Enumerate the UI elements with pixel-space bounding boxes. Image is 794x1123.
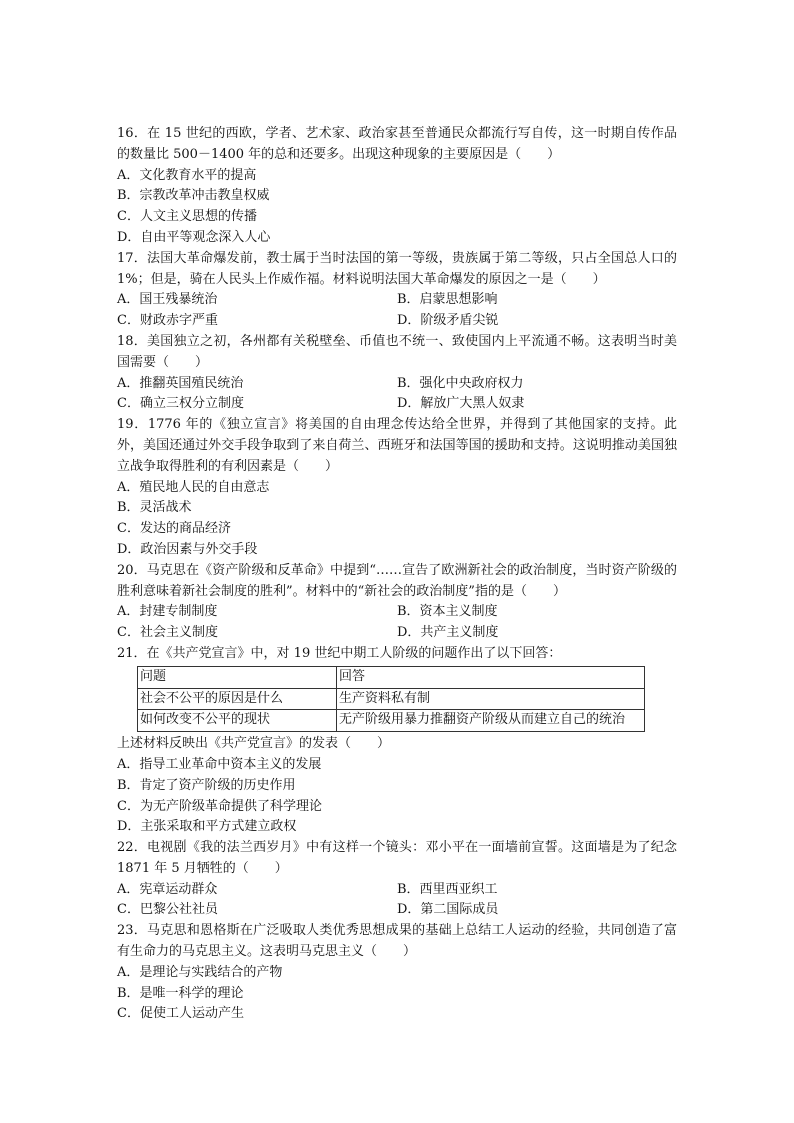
table-header-row [138, 666, 645, 688]
table-cell: 生产资料私有制 [337, 688, 645, 710]
option-a: A．殖民地人民的自由意志 [117, 479, 270, 495]
question-16 [117, 124, 677, 249]
question-19 [117, 415, 677, 561]
option-a: A．封建专制制度 [117, 604, 218, 620]
question-18 [117, 332, 677, 415]
table-header-cell: 问题 [138, 666, 337, 688]
question-stem: 16．在 15 世纪的西欧，学者、艺术家、政治家甚至普通民众都流行写自传，这一时期自传作品的数量比 500－1400 年的总和还要多。出现这种现象的主要原因是（ ） [117, 126, 677, 162]
question-stem: 22．电视剧《我的法兰西岁月》中有这样一个镜头：邓小平在一面墙前宣誓。这面墙是为了纪念 1871 年 5 月牺牲的（ ） [117, 840, 677, 876]
option-d: D．第二国际成员 [397, 902, 499, 918]
question-followup: 上述材料反映出《共产党宣言》的发表（ ） [117, 736, 391, 752]
option-a: A．指导工业革命中资本主义的发展 [117, 756, 322, 772]
option-b: B．启蒙思想影响 [397, 292, 498, 308]
option-d: D．解放广大黑人奴隶 [397, 396, 525, 412]
option-a: A．推翻英国殖民统治 [117, 375, 244, 391]
question-stem: 20．马克思在《资产阶级和反革命》中提到“……宣告了欧洲新社会的政治制度，当时资产阶级的胜利意味着新社会制度的胜利”。材料中的“新社会的政治制度”指的是（ ） [117, 562, 677, 599]
option-row [117, 374, 677, 395]
question-stem: 21．在《共产党宣言》中，对 19 世纪中期工人阶级的问题作出了以下回答： [117, 645, 562, 661]
option-b: B．资本主义制度 [397, 604, 498, 620]
option-c: C．财政赤字严重 [117, 313, 218, 329]
option-row [117, 602, 677, 623]
option-c: C．确立三权分立制度 [117, 396, 244, 412]
option-a: A．宪章运动群众 [117, 881, 218, 897]
option-c: C．促使工人运动产生 [117, 1006, 244, 1022]
option-c: C．巴黎公社社员 [117, 902, 218, 918]
question-22 [117, 838, 677, 921]
question-21 [117, 644, 677, 838]
option-row [117, 623, 677, 644]
table-cell: 无产阶级用暴力推翻资产阶级从而建立自己的统治 [337, 710, 645, 732]
table-row [138, 710, 645, 732]
option-row [117, 394, 677, 415]
option-c: C．发达的商品经济 [117, 521, 231, 537]
option-a: A．是理论与实践结合的产物 [117, 964, 283, 980]
option-b: B．灵活战术 [117, 500, 192, 516]
option-d: D．主张采取和平方式建立政权 [117, 819, 297, 835]
option-d: D．自由平等观念深入人心 [117, 229, 271, 245]
question-stem: 19．1776 年的《独立宣言》将美国的自由理念传达给全世界，并得到了其他国家的支持。此外，美国还通过外交手段争取到了来自荷兰、西班牙和法国等国的援助和支持。这说明推动美国独立战争取得胜利的有利因素是（ ） [117, 417, 677, 474]
table-row [138, 688, 645, 710]
question-stem: 18．美国独立之初，各州都有关税壁垒、币值也不统一、致使国内上平流通不畅。这表明当时美国需要（ ） [117, 333, 677, 370]
table-header-cell: 回答 [337, 666, 645, 688]
option-c: C．人文主义思想的传播 [117, 209, 257, 225]
option-row [117, 290, 677, 311]
option-row [117, 880, 677, 901]
option-d: D．阶级矛盾尖锐 [397, 313, 499, 329]
question-23 [117, 921, 677, 1025]
option-b: B．强化中央政府权力 [397, 375, 524, 391]
option-b: B．西里西亚织工 [397, 881, 498, 897]
question-stem: 17．法国大革命爆发前，教士属于当时法国的第一等级，贵族属于第二等级，只占全国总人口的 1%；但是，骑在人民头上作威作福。材料说明法国大革命爆发的原因之一是（ ） [117, 250, 677, 287]
option-b: B．宗教改革冲击教皇权威 [117, 188, 270, 204]
option-c: C．社会主义制度 [117, 625, 218, 641]
option-c: C．为无产阶级革命提供了科学理论 [117, 798, 322, 814]
option-d: D．共产主义制度 [397, 625, 499, 641]
option-b: B．肯定了资产阶级的历史作用 [117, 777, 296, 793]
option-b: B．是唯一科学的理论 [117, 985, 244, 1001]
option-row [117, 311, 677, 332]
answer-table [137, 666, 645, 732]
question-20 [117, 561, 677, 644]
option-a: A．国王残暴统治 [117, 292, 218, 308]
exam-page [117, 124, 677, 1025]
option-a: A．文化教育水平的提高 [117, 167, 257, 183]
option-d: D．政治因素与外交手段 [117, 541, 258, 557]
table-cell: 社会不公平的原因是什么 [138, 688, 337, 710]
table-cell: 如何改变不公平的现状 [138, 710, 337, 732]
option-row [117, 900, 677, 921]
question-stem: 23．马克思和恩格斯在广泛吸取人类优秀思想成果的基础上总结工人运动的经验，共同创造了富有生命力的马克思主义。这表明马克思主义（ ） [117, 923, 677, 960]
question-17 [117, 249, 677, 332]
